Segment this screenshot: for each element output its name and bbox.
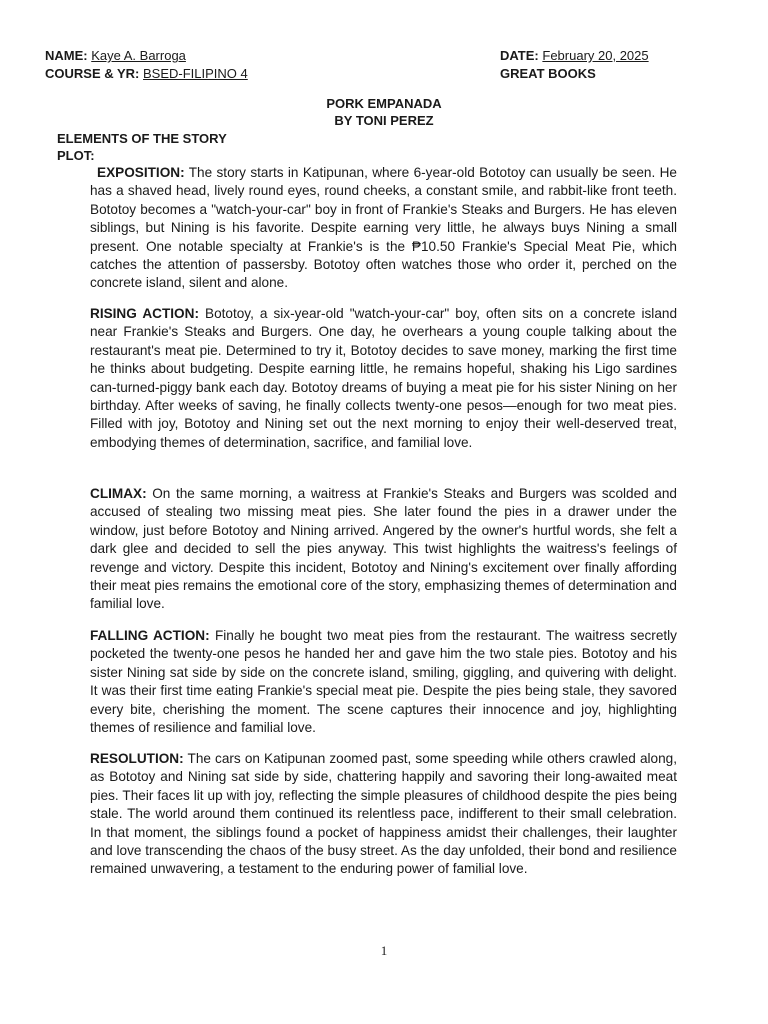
name-row bbox=[45, 47, 186, 64]
date-label: DATE: bbox=[500, 48, 539, 63]
falling-action-paragraph bbox=[90, 627, 677, 737]
rising-action-label: RISING ACTION: bbox=[90, 306, 199, 321]
story-author: BY TONI PEREZ bbox=[334, 113, 434, 128]
resolution-label: RESOLUTION: bbox=[90, 751, 184, 766]
climax-paragraph bbox=[90, 485, 677, 614]
elements-heading: ELEMENTS OF THE STORY bbox=[57, 131, 227, 146]
rising-action-text: Bototoy, a six-year-old "watch-your-car" boy, often sits on a concrete island near Frankie's Steaks and Burgers. One day, he overhears a young couple talking about the restaurant's meat pie. Determined to try it, Bototoy decides to save money, marking the first time he thinks about budgeting. Despite earning little, he remains hopeful, shaking his Ligo sardines can-turned-piggy bank each day. Bototoy dreams of buying a meat pie for his sister Nining on her birthday. After weeks of saving, he finally collects twenty-one pesos—enough for two meat pies. Filled with joy, Bototoy and Nining set out the next morning to enjoy their well-deserved treat, embodying themes of determination, sacrifice, and familial love. bbox=[90, 306, 678, 450]
date-value: February 20, 2025 bbox=[542, 48, 649, 63]
climax-text: On the same morning, a waitress at Frankie's Steaks and Burgers was scolded and accused of stealing two missing meat pies. She later found the pies in a drawer under the window, just before Bototoy and Nining arrived. Angered by the owner's hurtful words, she felt a dark glee and decided to sell the pies anyway. This twist highlights the waitress's feelings of revenge and victory. Despite this incident, Bototoy and Nining's excitement over finally affording their meat pies remains the emotional core of the story, emphasizing themes of determination and familial love. bbox=[90, 486, 677, 612]
climax-label: CLIMAX: bbox=[90, 486, 147, 501]
course-row bbox=[45, 65, 248, 82]
falling-action-label: FALLING ACTION: bbox=[90, 628, 210, 643]
exposition-text: The story starts in Katipunan, where 6-year-old Bototoy can usually be seen. He has a shaved head, lively round eyes, round cheeks, a constant smile, and rabbit-like front teeth. Bototoy becomes a "watch-your-car" boy in front of Frankie's Steaks and Burgers. He has eleven siblings, but Nining is his favorite. Despite earning very little, he always buys Nining a small present. One notable specialty at Frankie's is the ₱10.50 Frankie's Special Meat Pie, which catches the attention of passersby. Bototoy often watches those who order it, perched on the concrete island, silent and alone. bbox=[90, 165, 677, 291]
falling-action-text: Finally he bought two meat pies from the restaurant. The waitress secretly pocketed the twenty-one pesos he handed her and gave him the two stale pies. Bototoy and his sister Nining sat side by side on the concrete island, smiling, giggling, and quivering with delight. It was their first time eating Frankie's special meat pie. Despite the pies being stale, they savored every bite, cherishing the moment. The scene captures their innocence and joy, highlighting themes of resilience and familial love. bbox=[90, 628, 677, 736]
plot-heading: PLOT: bbox=[57, 148, 95, 163]
resolution-paragraph bbox=[90, 750, 677, 879]
course-value: BSED-FILIPINO 4 bbox=[143, 66, 248, 81]
name-value: Kaye A. Barroga bbox=[91, 48, 186, 63]
resolution-text: The cars on Katipunan zoomed past, some speeding while others crawled along, as Bototoy and Nining sat side by side, chattering happily and savoring their long-awaited meat pies. Their faces lit up with joy, reflecting the simple pleasures of childhood despite the pies being stale. The world around them continued its relentless pace, indifferent to their small celebration. In that moment, the siblings found a pocket of happiness amidst their challenges, their laughter and love transcending the chaos of the busy street. As the day unfolded, their bond and resilience remained unwavering, a testament to the enduring power of familial love. bbox=[90, 751, 677, 877]
course-label: COURSE & YR: bbox=[45, 66, 140, 81]
rising-action-paragraph bbox=[90, 305, 677, 452]
exposition-paragraph bbox=[90, 164, 677, 293]
page-number: 1 bbox=[380, 943, 388, 958]
date-row bbox=[500, 47, 649, 64]
subject-label: GREAT BOOKS bbox=[500, 66, 596, 81]
name-label: NAME: bbox=[45, 48, 88, 63]
story-title: PORK EMPANADA bbox=[326, 96, 442, 111]
exposition-label: EXPOSITION: bbox=[97, 165, 185, 180]
